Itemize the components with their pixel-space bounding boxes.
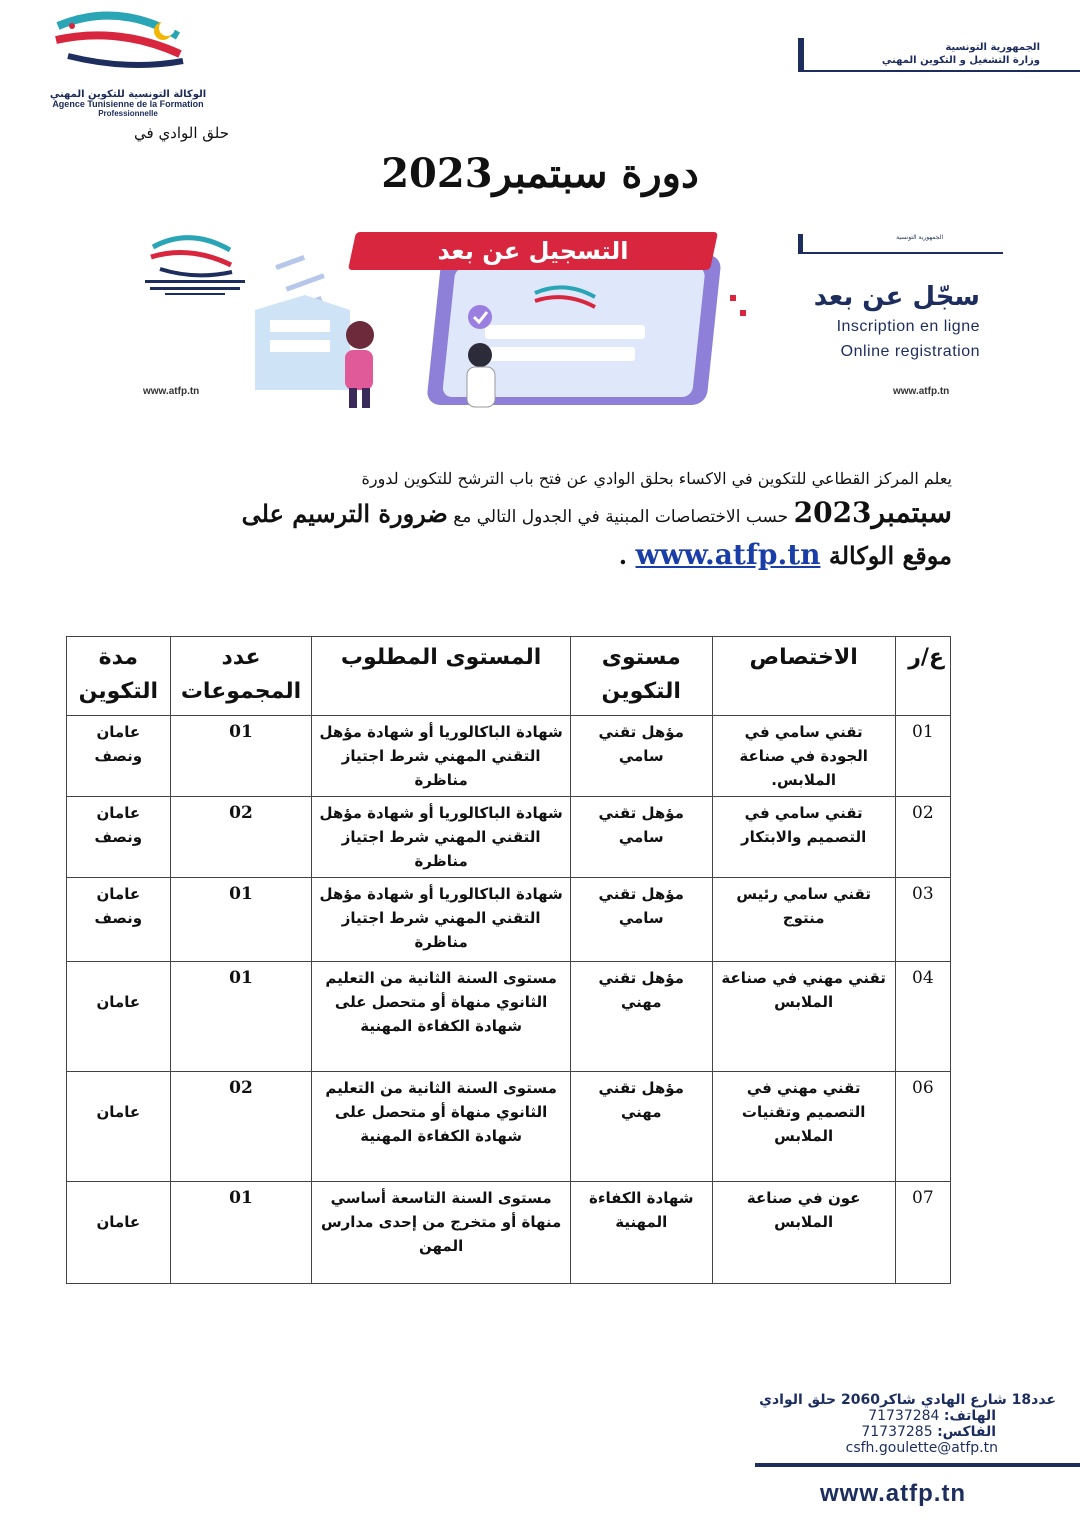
ministry-label: وزارة التشغيل و التكوين المهني [881,55,1040,66]
banner-url-left: www.atfp.tn [143,386,200,397]
row-duration: عامان ونصف [67,797,171,878]
register-ar: سجّل عن بعد [813,282,980,312]
agency-name-fr-2: Professionnelle [98,109,158,118]
fax-label: الفاكس: [937,1424,996,1440]
row-specialty: تقني مهني في التصميم وتقنيات الملابس [712,1072,895,1182]
row-level: شهادة الكفاءة المهنية [570,1182,712,1284]
announcement-session: سبتمبر2023 [793,496,952,529]
location-text: حلق الوادي في [134,124,230,142]
row-duration: عامان [67,962,171,1072]
row-level: مؤهل تقني مهني [570,962,712,1072]
table-row [67,716,951,797]
republic-label: الجمهورية التونسية [945,42,1040,53]
specialties-table [66,636,951,1284]
row-groups: 01 [170,1182,312,1284]
row-required: شهادة الباكالوريا أو شهادة مؤهل التقني المهني شرط اجتياز مناظرة [312,797,570,878]
row-specialty: تقني سامي في الجودة في صناعة الملابس. [712,716,895,797]
footer-email[interactable]: csfh.goulette@atfp.tn [845,1440,998,1456]
banner-ministry-bar [798,234,1003,254]
row-specialty: تقني مهني في صناعة الملابس [712,962,895,1072]
row-num: 07 [895,1182,950,1284]
header-specialty: الاختصاص [712,637,895,716]
announcement-paragraph [150,464,952,578]
table-row [67,962,951,1072]
row-groups: 02 [170,1072,312,1182]
banner-pill-text: التسجيل عن بعد [437,237,629,265]
phone-label: الهاتف: [943,1408,996,1424]
footer-url[interactable]: www.atfp.tn [820,1480,967,1507]
announcement-line-3 [150,536,952,578]
row-num: 03 [895,878,950,962]
agency-name-ar: الوكالة التونسية للتكوين المهني [49,89,207,100]
banner-ministry-bar-text: الجمهورية التونسية [896,234,943,241]
agency-name-fr: Agence Tunisienne de la Formation [52,99,204,109]
phone-number: 71737284 [868,1408,940,1424]
banner-url-right: www.atfp.tn [893,386,950,397]
table-row [67,797,951,878]
row-duration: عامان ونصف [67,716,171,797]
agency-logo [38,6,218,118]
footer-address: عدد18 شارع الهادي شاكر2060 حلق الوادي [759,1392,1056,1408]
announcement-site-label: موقع الوكالة [820,541,952,570]
header-groups: عدد المجموعات [170,637,312,716]
announcement-end: . [618,541,636,570]
agency-logo-icon [38,6,218,86]
header-duration: مدة التكوين [67,637,171,716]
row-groups: 01 [170,878,312,962]
table-row [67,1182,951,1284]
atfp-link[interactable]: www.atfp.tn [635,538,821,571]
row-num: 04 [895,962,950,1072]
register-en: Online registration [840,343,980,360]
ministry-header [798,38,1080,72]
row-required: شهادة الباكالوريا أو شهادة مؤهل التقني المهني شرط اجتياز مناظرة [312,878,570,962]
row-specialty: تقني سامي رئيس منتوج [712,878,895,962]
footer-fax-line [720,1424,1056,1440]
footer-contact [720,1392,1056,1456]
footer-divider [755,1463,1080,1467]
row-num: 01 [895,716,950,797]
row-specialty: تقني سامي في التصميم والابتكار [712,797,895,878]
row-level: مؤهل تقني مهني [570,1072,712,1182]
register-fr: Inscription en ligne [836,318,980,335]
session-title: دورة سبتمبر2023 [381,150,699,197]
row-duration: عامان [67,1072,171,1182]
footer-phone-line [720,1408,1056,1424]
row-duration: عامان ونصف [67,878,171,962]
row-level: مؤهل تقني سامي [570,716,712,797]
row-specialty: عون في صناعة الملابس [712,1182,895,1284]
announcement-line-1: يعلم المركز القطاعي للتكوين في الاكساء بحلق الوادي عن فتح باب الترشح للتكوين لدورة [361,469,952,488]
table-row [67,1072,951,1182]
header-level: مستوى التكوين [570,637,712,716]
table-header-row [67,637,951,716]
announcement-line-2 [150,494,952,536]
table-row [67,878,951,962]
row-num: 06 [895,1072,950,1182]
announcement-bold: ضرورة الترسيم على [241,499,448,528]
row-groups: 02 [170,797,312,878]
row-required: شهادة الباكالوريا أو شهادة مؤهل التقني المهني شرط اجتياز مناظرة [312,716,570,797]
row-duration: عامان [67,1182,171,1284]
header-required: المستوى المطلوب [312,637,570,716]
row-level: مؤهل تقني سامي [570,878,712,962]
row-required: مستوى السنة الثانية من التعليم الثانوي منهاة أو متحصل على شهادة الكفاءة المهنية [312,962,570,1072]
announcement-mid: حسب الاختصاصات المبنية في الجدول التالي مع [447,507,794,527]
header-num: ع/ر [895,637,950,716]
row-required: مستوى السنة التاسعة أساسي منهاة أو متخرج من إحدى مدارس المهن [312,1182,570,1284]
row-groups: 01 [170,962,312,1072]
row-required: مستوى السنة الثانية من التعليم الثانوي منهاة أو متحصل على شهادة الكفاءة المهنية [312,1072,570,1182]
fax-number: 71737285 [861,1424,933,1440]
row-groups: 01 [170,716,312,797]
row-level: مؤهل تقني سامي [570,797,712,878]
row-num: 02 [895,797,950,878]
